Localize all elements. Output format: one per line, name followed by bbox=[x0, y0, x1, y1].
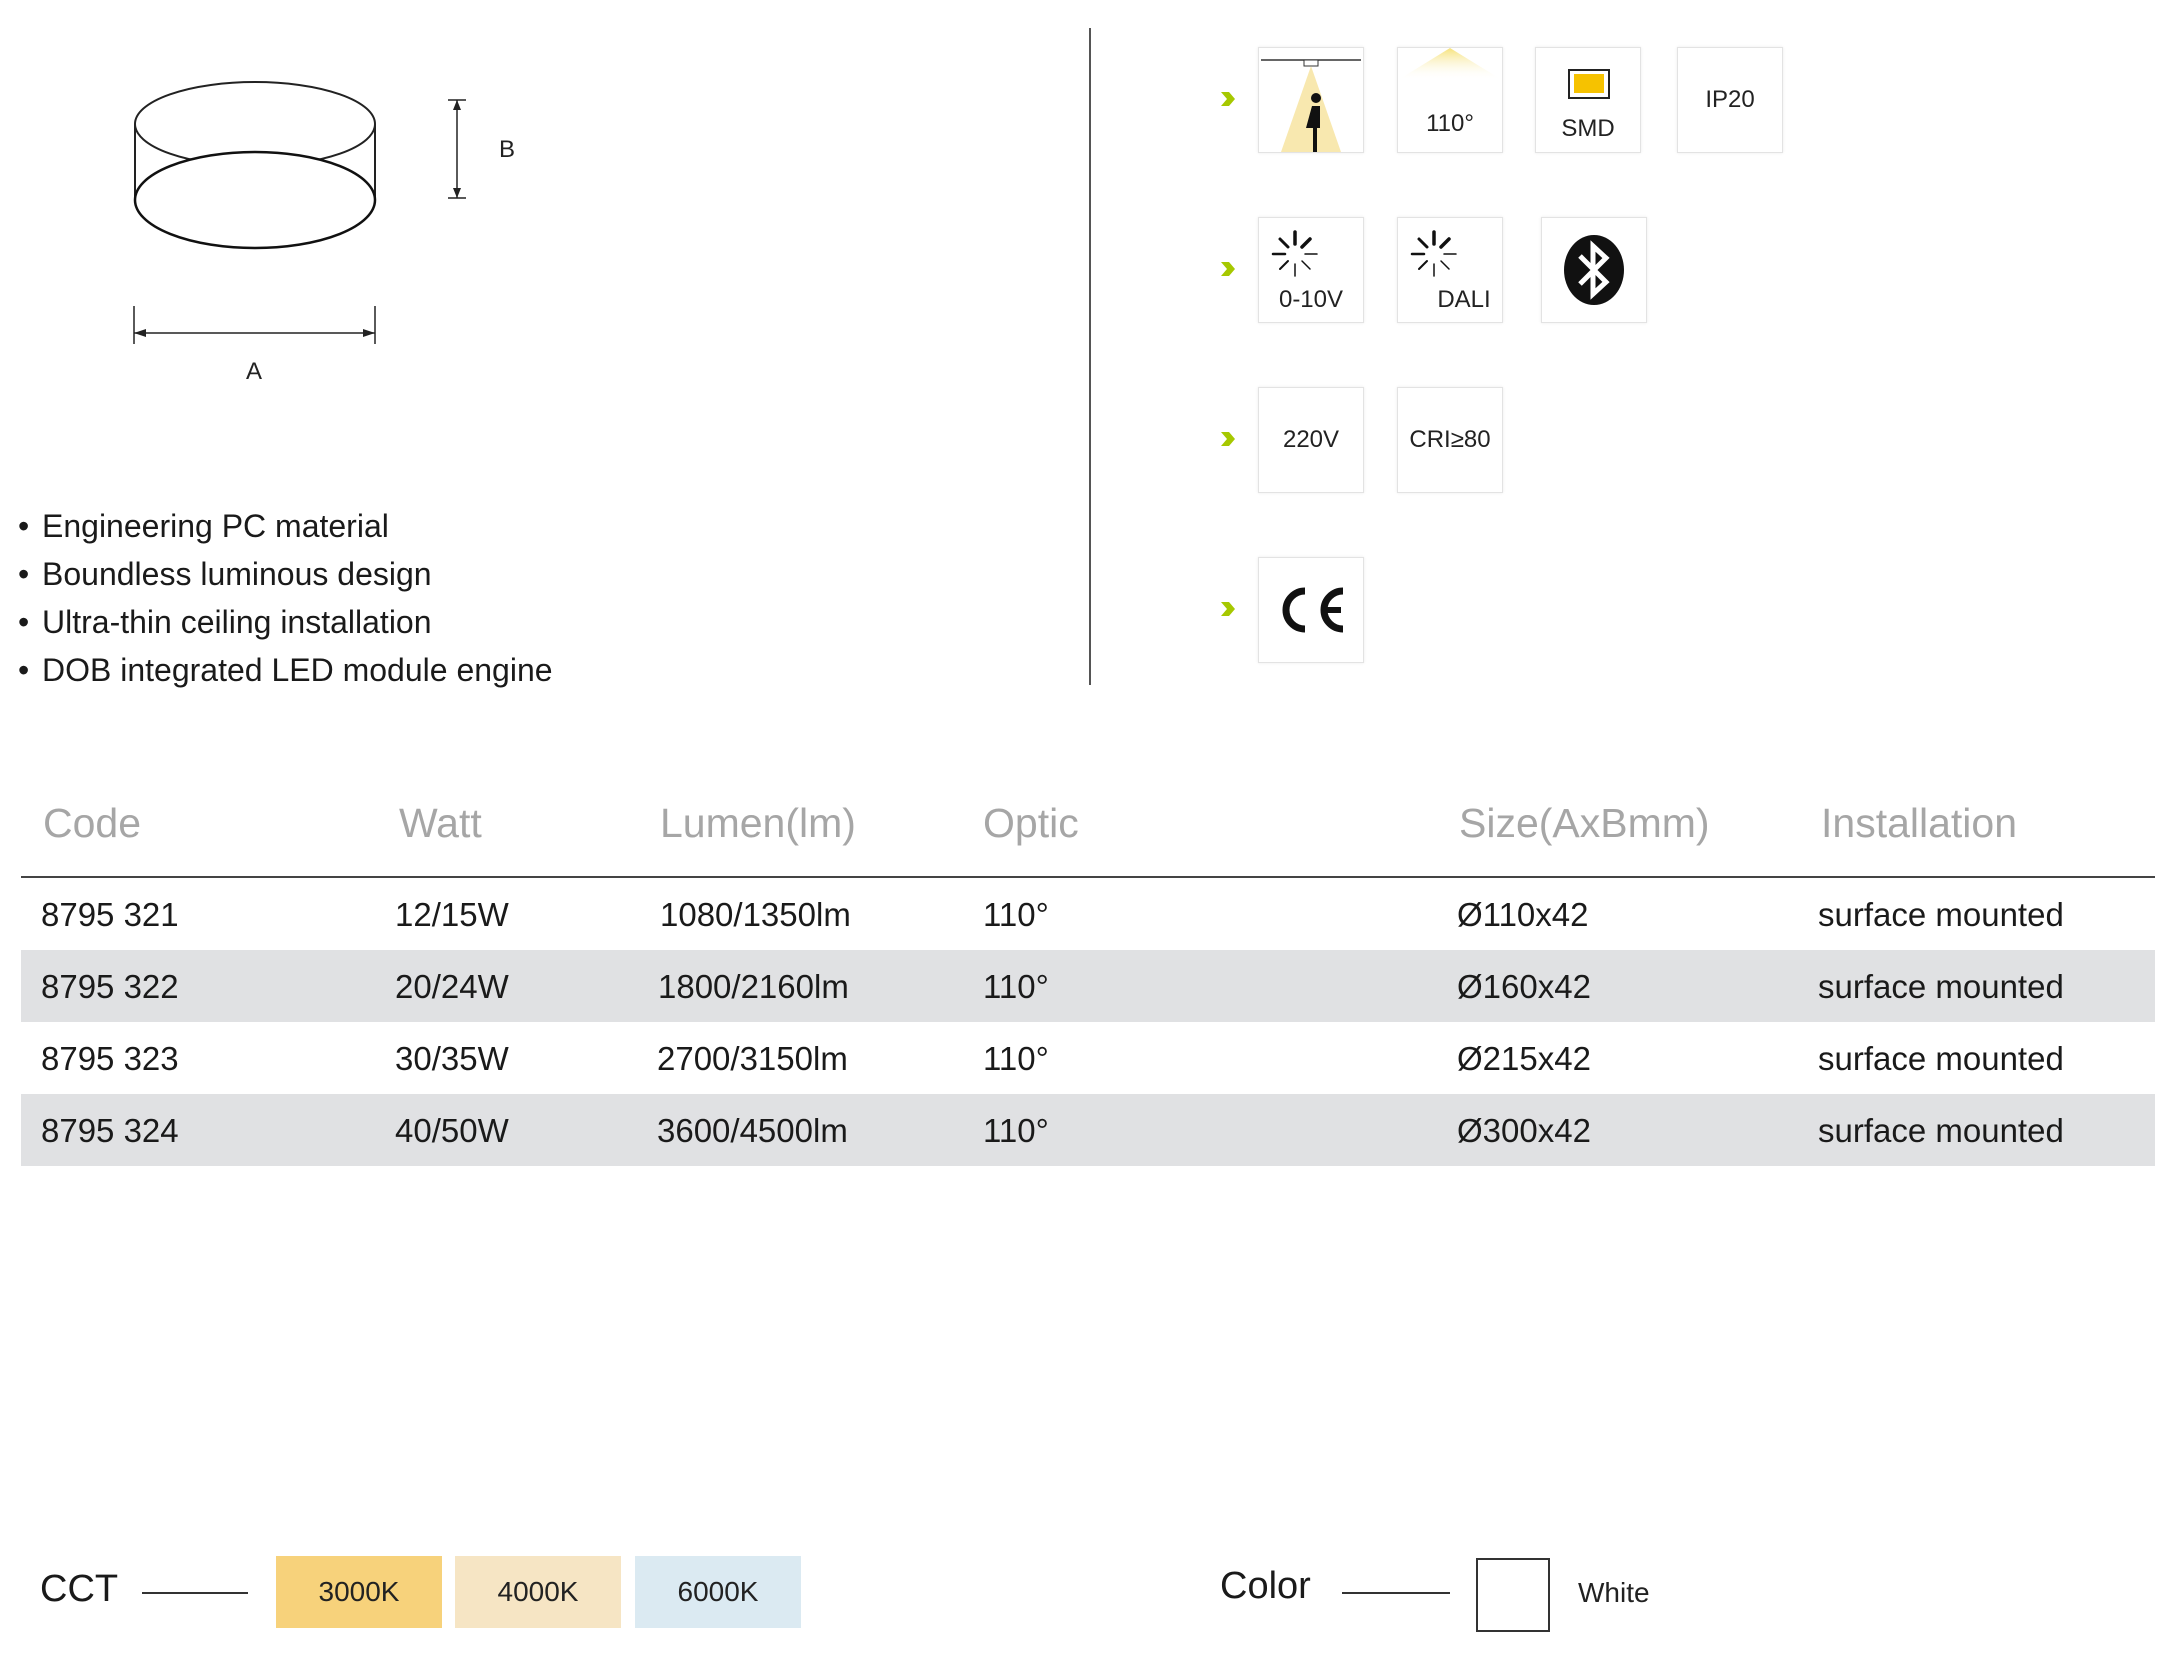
cell-code: 8795 323 bbox=[41, 1040, 179, 1077]
dimension-a-label: A bbox=[246, 358, 263, 385]
cct-option-label: 4000K bbox=[497, 1576, 579, 1607]
cell-watt: 30/35W bbox=[395, 1040, 509, 1077]
row-marker-icon bbox=[1220, 261, 1236, 277]
row-marker-icon bbox=[1220, 431, 1236, 447]
cell-code: 8795 324 bbox=[41, 1112, 179, 1149]
cell-optic: 110° bbox=[983, 1112, 1049, 1149]
cell-installation: surface mounted bbox=[1818, 896, 2064, 933]
cell-size: Ø215x42 bbox=[1457, 1040, 1591, 1077]
cell-optic: 110° bbox=[983, 896, 1049, 933]
cct-option-3000k bbox=[276, 1556, 442, 1628]
dimension-b-label: B bbox=[499, 136, 516, 163]
smd-label: SMD bbox=[1561, 115, 1615, 142]
cct-option-4000k bbox=[455, 1556, 621, 1628]
cell-installation: surface mounted bbox=[1818, 1112, 2064, 1149]
cri-label: CRI≥80 bbox=[1409, 426, 1491, 453]
cri-box bbox=[1397, 387, 1503, 493]
vertical-divider bbox=[1089, 28, 1091, 685]
cell-installation: surface mounted bbox=[1818, 1040, 2064, 1077]
ip-rating-box bbox=[1677, 47, 1783, 153]
feature-text: DOB integrated LED module engine bbox=[42, 652, 553, 688]
cell-code: 8795 322 bbox=[41, 968, 179, 1005]
smd-chip-box bbox=[1535, 47, 1641, 153]
product-dimension-drawing bbox=[110, 80, 570, 400]
cell-watt: 12/15W bbox=[395, 896, 509, 933]
voltage-box bbox=[1258, 387, 1364, 493]
bluetooth-box bbox=[1541, 217, 1647, 323]
feature-item: • DOB integrated LED module engine bbox=[18, 652, 553, 688]
dimming-010v-box bbox=[1258, 217, 1364, 323]
feature-text: Boundless luminous design bbox=[42, 556, 432, 592]
table-row bbox=[21, 950, 2155, 1022]
cell-lumen: 3600/4500lm bbox=[657, 1112, 848, 1149]
beam-angle-box bbox=[1397, 47, 1503, 153]
cell-installation: surface mounted bbox=[1818, 968, 2064, 1005]
cct-label: CCT bbox=[40, 1568, 119, 1610]
column-header-watt: Watt bbox=[399, 800, 482, 846]
ce-mark-box bbox=[1258, 557, 1364, 663]
color-option-label: White bbox=[1578, 1577, 1650, 1608]
cct-option-label: 6000K bbox=[677, 1576, 759, 1607]
dimming-dali-box bbox=[1397, 217, 1503, 323]
row-marker-icon bbox=[1220, 601, 1236, 617]
bluetooth-icon bbox=[1542, 218, 1646, 322]
feature-item: • Ultra-thin ceiling installation bbox=[18, 604, 432, 640]
cell-watt: 20/24W bbox=[395, 968, 509, 1005]
voltage-label: 220V bbox=[1282, 426, 1340, 453]
column-header-size: Size(AxBmm) bbox=[1459, 800, 1710, 846]
beam-angle-label: 110° bbox=[1426, 110, 1474, 137]
row-marker-icon bbox=[1220, 91, 1236, 107]
color-label: Color bbox=[1220, 1565, 1311, 1607]
table-row bbox=[21, 1094, 2155, 1166]
ce-mark-icon bbox=[1259, 558, 1363, 662]
feature-list bbox=[18, 502, 553, 694]
column-header-installation: Installation bbox=[1821, 800, 2018, 846]
cell-watt: 40/50W bbox=[395, 1112, 509, 1149]
cell-size: Ø160x42 bbox=[1457, 968, 1591, 1005]
cell-size: Ø300x42 bbox=[1457, 1112, 1591, 1149]
spec-table bbox=[21, 790, 2155, 1166]
column-header-code: Code bbox=[43, 800, 142, 846]
table-row bbox=[21, 1022, 2155, 1094]
dimming-010v-label: 0-10V bbox=[1278, 286, 1344, 313]
ip-rating-label: IP20 bbox=[1705, 86, 1755, 113]
cell-lumen: 1080/1350lm bbox=[660, 896, 851, 933]
cell-lumen: 2700/3150lm bbox=[657, 1040, 848, 1077]
cell-size: Ø110x42 bbox=[1457, 896, 1589, 933]
table-header bbox=[21, 790, 2155, 878]
feature-text: Engineering PC material bbox=[42, 508, 389, 544]
cct-option-label: 3000K bbox=[318, 1576, 400, 1607]
color-swatch-white bbox=[1476, 1558, 1550, 1632]
cell-lumen: 1800/2160lm bbox=[658, 968, 849, 1005]
cell-optic: 110° bbox=[983, 1040, 1049, 1077]
cell-code: 8795 321 bbox=[41, 896, 179, 933]
feature-item: • Boundless luminous design bbox=[18, 556, 432, 592]
column-header-optic: Optic bbox=[983, 800, 1079, 846]
dimming-dali-label: DALI bbox=[1437, 286, 1491, 313]
feature-text: Ultra-thin ceiling installation bbox=[42, 604, 432, 640]
motion-sensor-box bbox=[1258, 47, 1364, 153]
motion-sensor-icon bbox=[1259, 48, 1363, 152]
cct-leader-line bbox=[142, 1592, 248, 1594]
cct-option-6000k bbox=[635, 1556, 801, 1628]
table-row bbox=[21, 878, 2155, 950]
color-leader-line bbox=[1342, 1592, 1450, 1594]
column-header-lumen: Lumen(lm) bbox=[660, 800, 856, 846]
cell-optic: 110° bbox=[983, 968, 1049, 1005]
feature-item: • Engineering PC material bbox=[18, 508, 389, 544]
round-downlight-drawing bbox=[110, 80, 570, 400]
